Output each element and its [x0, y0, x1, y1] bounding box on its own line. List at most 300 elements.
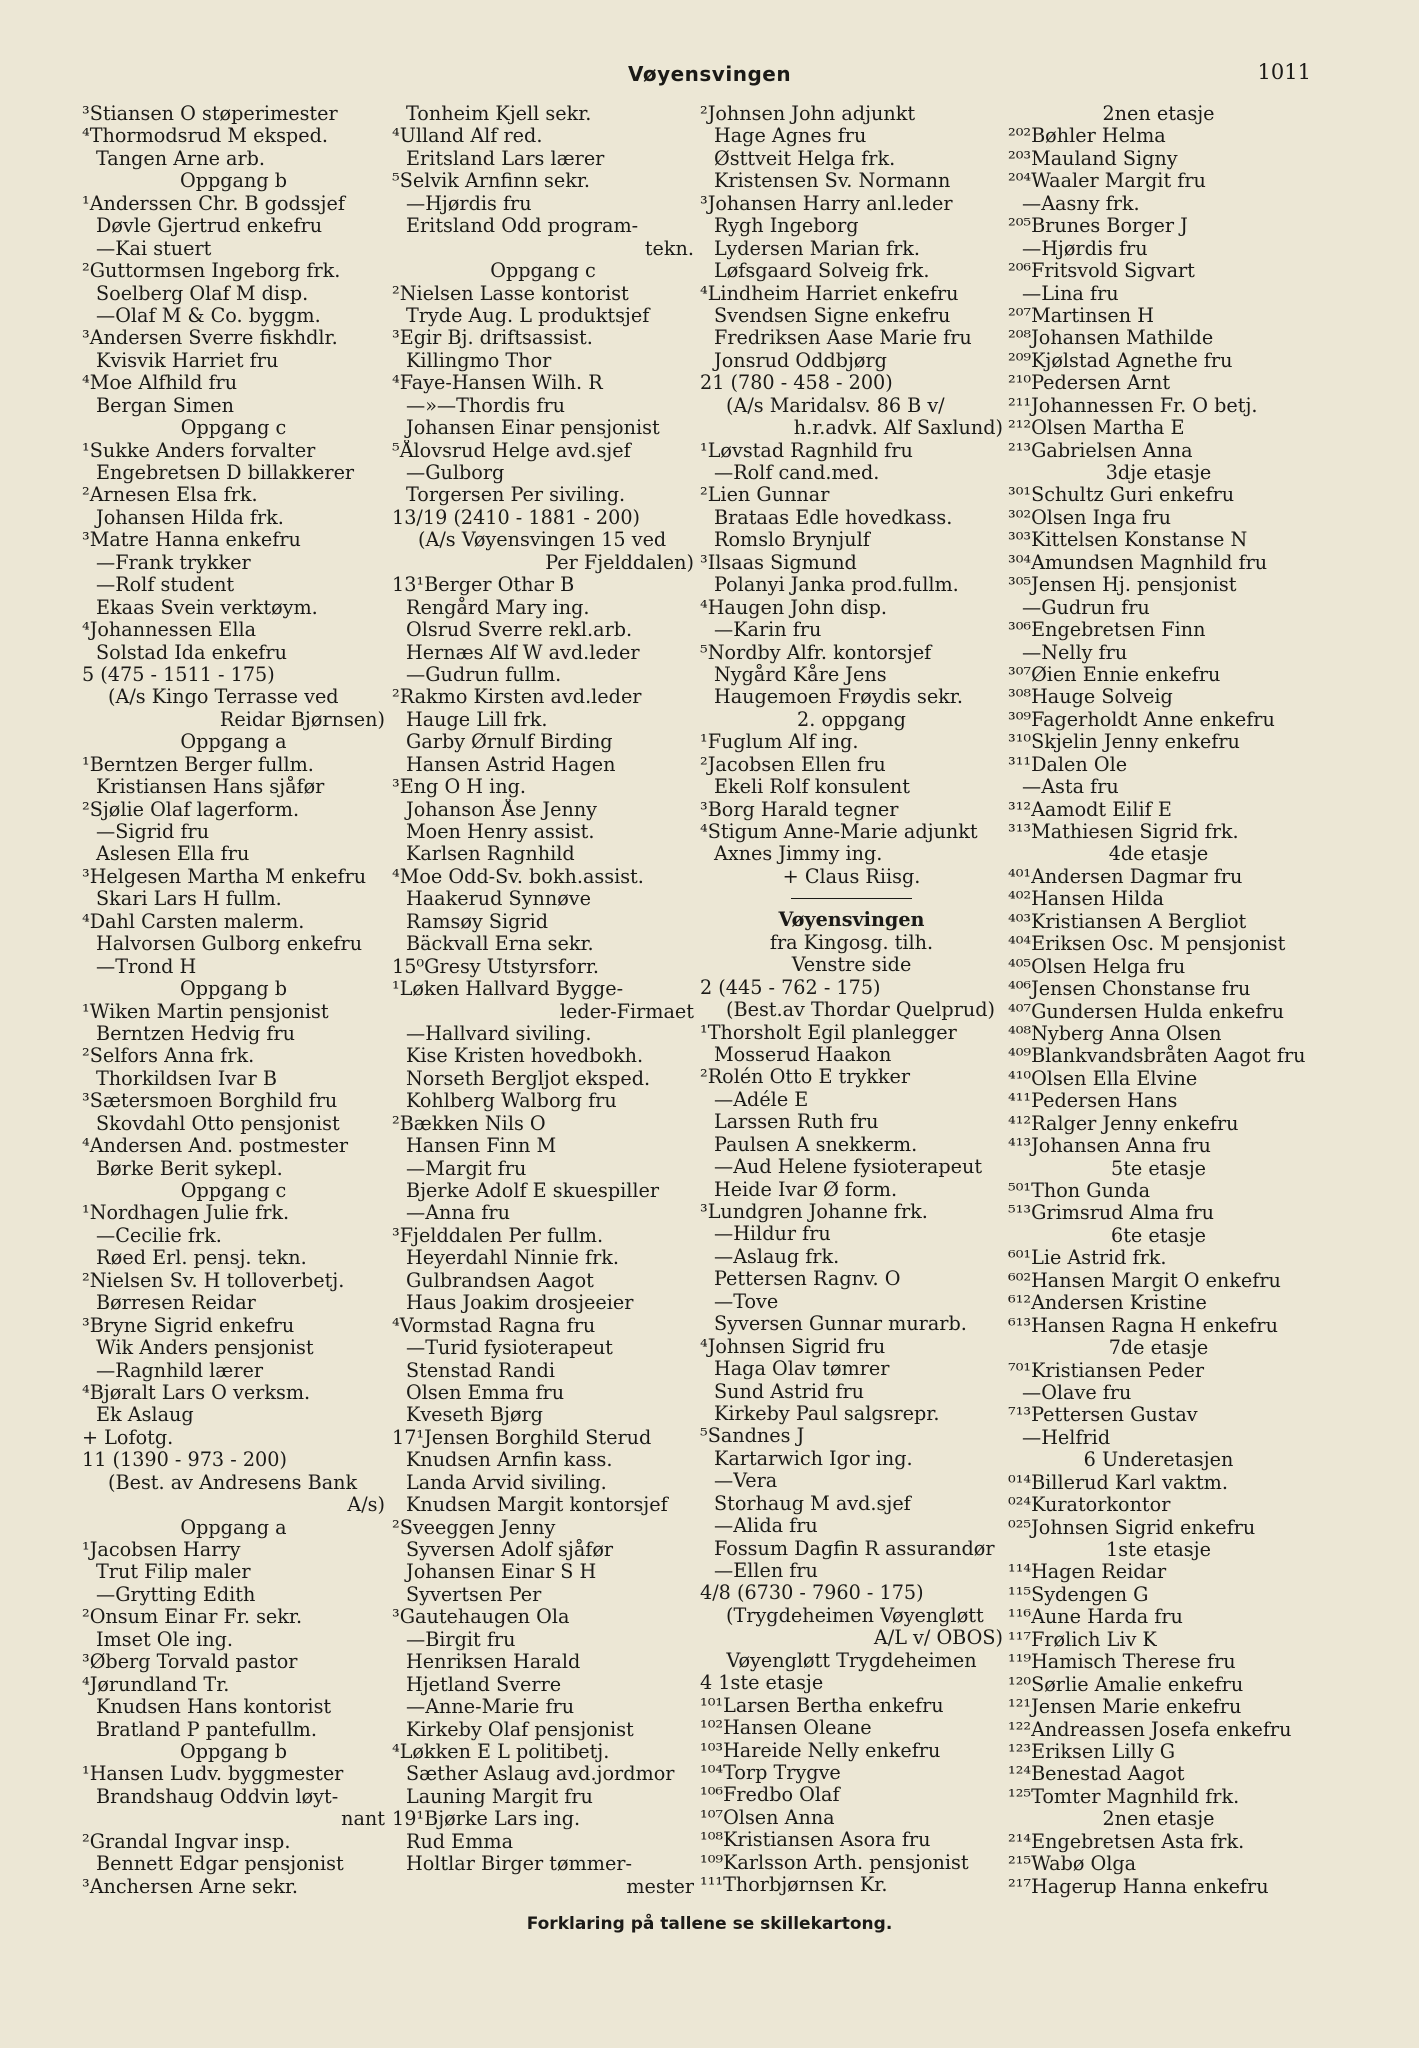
directory-entry: ¹Fuglum Alf ing.: [700, 731, 859, 754]
directory-entry: ⁷⁰¹Kristiansen Peder: [1008, 1359, 1205, 1382]
directory-entry: + Claus Riisg.: [782, 865, 921, 888]
directory-entry: Polanyi Janka prod.fullm.: [714, 574, 959, 597]
directory-entry: Henriksen Harald: [406, 1651, 581, 1674]
directory-entry: ¹¹⁶Aune Harda fru: [1008, 1606, 1183, 1629]
directory-entry: ³⁰¹Schultz Guri enkefru: [1008, 484, 1235, 507]
directory-entry: ¹⁰²Hansen Oleane: [700, 1717, 872, 1740]
directory-entry: ¹¹⁵Sydengen G: [1008, 1583, 1149, 1606]
directory-entry: 7de etasje: [1108, 1337, 1209, 1360]
directory-entry: ¹⁰⁶Fredbo Olaf: [700, 1784, 840, 1807]
directory-entry: ⁴⁰²Hansen Hilda: [1008, 888, 1164, 911]
directory-entry: Sund Astrid fru: [714, 1380, 864, 1403]
directory-entry: Fredriksen Aase Marie fru: [714, 327, 972, 350]
directory-entry: ⁴⁰⁷Gundersen Hulda enkefru: [1008, 1000, 1284, 1023]
directory-entry: Haugemoen Frøydis sekr.: [714, 686, 963, 709]
directory-entry: ³Helgesen Martha M enkefru: [82, 865, 367, 888]
directory-entry: ²⁰²Bøhler Helma: [1008, 125, 1166, 148]
directory-entry: ³¹²Aamodt Eilif E: [1008, 798, 1172, 821]
directory-entry: fra Kingosg. tilh.: [769, 931, 934, 954]
directory-entry: ²¹⁷Hagerup Hanna enkefru: [1008, 1875, 1269, 1898]
directory-entry: ⁴Ulland Alf red.: [392, 125, 543, 148]
directory-entry: Oppgang b: [179, 978, 288, 1001]
directory-entry: (Best. av Andresens Bank: [108, 1471, 358, 1494]
directory-entry: ³Andersen Sverre fiskhdlr.: [82, 327, 338, 350]
directory-entry: ⁵Selvik Arnfinn sekr.: [392, 170, 591, 193]
directory-entry: ¹²¹Jensen Marie enkefru: [1008, 1696, 1242, 1719]
directory-entry: —»—Thordis fru: [406, 394, 565, 417]
directory-entry: 5 (475 - 1511 - 175): [82, 663, 275, 686]
directory-entry: Solstad Ida enkefru: [96, 641, 287, 664]
directory-entry: Syvertsen Per: [406, 1583, 542, 1606]
directory-entry: ⁶¹³Hansen Ragna H enkefru: [1008, 1314, 1278, 1337]
directory-entry: Røed Erl. pensj. tekn.: [96, 1247, 307, 1270]
directory-entry: (Trygdeheimen Vøyengløtt: [726, 1604, 984, 1627]
directory-entry: 19¹Bjørke Lars ing.: [392, 1808, 581, 1831]
directory-entry: Hansen Finn M: [406, 1135, 557, 1158]
column-2: [392, 103, 694, 1898]
directory-entry: ⁴¹³Johansen Anna fru: [1008, 1135, 1211, 1158]
directory-entry: ⁴⁰⁸Nyberg Anna Olsen: [1008, 1022, 1222, 1045]
directory-entry: ³⁰²Olsen Inga fru: [1008, 506, 1171, 529]
directory-entry: Killingmo Thor: [406, 349, 552, 372]
directory-entry: (A/s Vøyensvingen 15 ved: [418, 529, 667, 552]
directory-entry: Oppgang c: [490, 260, 596, 283]
directory-entry: ³Lundgren Johanne frk.: [700, 1201, 928, 1223]
directory-entry: ⁴Dahl Carsten malerm.: [82, 910, 305, 933]
directory-entry: —Gudrun fullm.: [406, 663, 562, 686]
directory-entry: ⁴¹⁰Olsen Ella Elvine: [1008, 1067, 1198, 1090]
directory-entry: ¹¹⁷Frølich Liv K: [1008, 1628, 1157, 1651]
directory-entry: Gulbrandsen Aagot: [406, 1269, 594, 1292]
directory-entry: Olsrud Sverre rekl.arb.: [406, 619, 633, 642]
directory-entry: mester: [626, 1875, 694, 1898]
directory-entry: 5te etasje: [1110, 1157, 1207, 1180]
directory-entry: ²Nielsen Sv. H tolloverbetj.: [82, 1269, 345, 1292]
directory-entry: leder-Firmaet: [559, 1000, 694, 1023]
directory-entry: Kise Kristen hovedbokh.: [406, 1045, 644, 1068]
directory-entry: ⁴⁰⁹Blankvandsbråten Aagot fru: [1008, 1045, 1306, 1068]
directory-entry: —Cecilie frk.: [96, 1224, 222, 1247]
directory-entry: Imset Ole ing.: [96, 1628, 233, 1651]
directory-entry: Halvorsen Gulborg enkefru: [96, 933, 363, 956]
directory-entry: ¹¹⁹Hamisch Therese fru: [1008, 1651, 1236, 1674]
column-3: [700, 103, 1003, 1897]
directory-entry: ⁵Sandnes J: [700, 1425, 805, 1448]
directory-entry: Nygård Kåre Jens: [714, 663, 887, 686]
directory-entry: Bäckvall Erna sekr.: [406, 933, 594, 956]
directory-entry: ³Øberg Torvald pastor: [82, 1651, 298, 1674]
directory-entry: Oppgang b: [179, 170, 288, 193]
directory-entry: Launing Margit fru: [406, 1785, 593, 1808]
directory-entry: Rengård Mary ing.: [406, 596, 590, 619]
directory-entry: 15⁰Gresy Utstyrsforr.: [392, 955, 600, 978]
directory-entry: (A/s Maridalsv. 86 B v/: [726, 394, 945, 417]
directory-entry: 1ste etasje: [1106, 1539, 1211, 1561]
directory-entry: —Hallvard siviling.: [406, 1022, 592, 1045]
directory-entry: ⁶⁰¹Lie Astrid frk.: [1008, 1247, 1167, 1270]
directory-entry: Pettersen Ragnv. O: [714, 1268, 901, 1291]
directory-entry: ¹¹⁴Hagen Reidar: [1008, 1561, 1167, 1584]
directory-entry: Knudsen Arnfin kass.: [406, 1449, 613, 1472]
directory-entry: Bratland P pantefullm.: [96, 1718, 317, 1741]
directory-entry: ⁰¹⁴Billerud Karl vaktm.: [1008, 1471, 1228, 1494]
directory-entry: ²Bækken Nils O: [392, 1112, 546, 1135]
directory-entry: h.r.advk. Alf Saxlund): [793, 417, 1003, 440]
directory-entry: Østtveit Helga frk.: [714, 147, 896, 170]
directory-entry: Kartarwich Igor ing.: [714, 1447, 913, 1470]
directory-entry: ⁴⁰⁶Jensen Chonstanse fru: [1008, 978, 1251, 1001]
directory-entry: 13/19 (2410 - 1881 - 200): [392, 506, 641, 529]
directory-entry: 11 (1390 - 973 - 200): [82, 1449, 287, 1472]
directory-entry: ⁰²⁴Kuratorkontor: [1008, 1494, 1171, 1517]
directory-entry: Haga Olav tømrer: [714, 1358, 890, 1381]
directory-entry: Torgersen Per siviling.: [406, 484, 626, 507]
directory-entry: ⁴Løkken E L politibetj.: [392, 1740, 610, 1763]
directory-entry: Axnes Jimmy ing.: [714, 843, 883, 866]
directory-entry: + Lofotg.: [82, 1426, 174, 1449]
directory-entry: 6 Underetasjen: [1083, 1449, 1234, 1472]
directory-entry: Trut Filip maler: [96, 1561, 251, 1584]
directory-entry: ²Jacobsen Ellen fru: [700, 753, 886, 776]
directory-entry: ²⁰⁶Fritsvold Sigvart: [1008, 260, 1195, 283]
directory-entry: Landa Arvid siviling.: [406, 1471, 607, 1494]
directory-entry: Hjetland Sverre: [406, 1673, 562, 1696]
directory-entry: ¹Løvstad Ragnhild fru: [700, 439, 913, 462]
directory-entry: —Aslaug frk.: [714, 1245, 840, 1268]
directory-entry: Reidar Bjørnsen): [219, 708, 385, 731]
directory-entry: Stenstad Randi: [406, 1359, 556, 1382]
directory-entry: ⁴⁰³Kristiansen A Bergliot: [1008, 910, 1247, 933]
directory-entry: Løfsgaard Solveig frk.: [714, 260, 930, 283]
directory-entry: —Gulborg: [406, 462, 505, 484]
directory-entry: —Rolf cand.med.: [714, 462, 880, 484]
directory-entry: ⁴Moe Odd-Sv. bokh.assist.: [392, 865, 644, 888]
directory-entry: 2nen etasje: [1102, 1808, 1215, 1831]
directory-entry: —Margit fru: [406, 1157, 527, 1180]
directory-entry: —Anna fru: [406, 1202, 510, 1225]
directory-entry: Bennett Edgar pensjonist: [96, 1853, 344, 1876]
directory-entry: Johansen Einar pensjonist: [406, 417, 660, 440]
directory-entry: —Vera: [714, 1470, 778, 1493]
directory-entry: ²Selfors Anna frk.: [82, 1045, 255, 1068]
directory-entry: Skovdahl Otto pensjonist: [96, 1112, 340, 1135]
directory-entry: Ekeli Rolf konsulent: [714, 776, 910, 799]
directory-entry: —Alida fru: [714, 1515, 818, 1538]
directory-entry: ²Arnesen Elsa frk.: [82, 484, 258, 507]
directory-entry: ²Johnsen John adjunkt: [700, 103, 916, 125]
directory-entry: ¹⁰¹Larsen Bertha enkefru: [700, 1694, 944, 1717]
directory-entry: —Kai stuert: [96, 237, 212, 260]
directory-entry: Johansen Einar S H: [406, 1561, 597, 1584]
directory-entry: ²⁰⁹Kjølstad Agnethe fru: [1008, 349, 1233, 372]
directory-entry: —Hjørdis fru: [1022, 237, 1148, 260]
directory-entry: ³Stiansen O støperimester: [82, 103, 338, 125]
directory-entry: —Trond H: [96, 955, 197, 978]
directory-entry: Holtlar Birger tømmer-: [406, 1853, 632, 1876]
directory-entry: ⁵⁰¹Thon Gunda: [1008, 1180, 1151, 1202]
directory-entry: —Tove: [714, 1290, 779, 1313]
directory-entry: —Anne-Marie fru: [406, 1696, 575, 1719]
directory-entry: ³Bryne Sigrid enkefru: [82, 1314, 295, 1337]
directory-entry: ²Guttormsen Ingeborg frk.: [82, 260, 341, 283]
directory-entry: ⁷¹³Pettersen Gustav: [1008, 1404, 1198, 1427]
directory-entry: Børke Berit sykepl.: [96, 1157, 283, 1180]
directory-entry: ¹²²Andreassen Josefa enkefru: [1008, 1718, 1292, 1741]
directory-entry: Haus Joakim drosjeeier: [406, 1292, 634, 1315]
directory-entry: —Grytting Edith: [96, 1583, 256, 1606]
directory-entry: Knudsen Margit kontorsjef: [406, 1494, 668, 1517]
directory-entry: ⁴Moe Alfhild fru: [82, 372, 238, 395]
column-1: [82, 103, 385, 1898]
directory-entry: ⁴⁰⁴Eriksen Osc. M pensjonist: [1008, 933, 1286, 956]
directory-entry: ⁵Nordby Alfr. kontorsjef: [700, 641, 932, 664]
directory-entry: Romslo Brynjulf: [714, 529, 870, 552]
directory-entry: ¹²³Eriksen Lilly G: [1008, 1740, 1176, 1763]
directory-entry: ³⁰⁷Øien Ennie enkefru: [1008, 663, 1221, 686]
directory-entry: Olsen Emma fru: [406, 1381, 565, 1404]
directory-entry: ²Lien Gunnar: [700, 484, 830, 507]
directory-entry: Rygh Ingeborg: [714, 215, 859, 238]
directory-entry: Lydersen Marian frk.: [714, 237, 921, 260]
directory-entry: Kristensen Sv. Normann: [714, 170, 951, 193]
directory-entry: ⁴⁰⁵Olsen Helga fru: [1008, 955, 1186, 978]
directory-entry: ⁴Vormstad Ragna fru: [392, 1314, 596, 1337]
directory-entry: ²Sveeggen Jenny: [392, 1516, 556, 1539]
directory-entry: Ek Aslaug: [96, 1404, 194, 1427]
directory-entry: —Frank trykker: [96, 551, 251, 574]
directory-entry: Eritsland Odd program-: [406, 215, 639, 238]
directory-entry: ²¹⁰Pedersen Arnt: [1008, 372, 1171, 395]
directory-entry: Tryde Aug. L produktsjef: [406, 304, 650, 327]
directory-entry: ⁴Andersen And. postmester: [82, 1135, 349, 1158]
directory-entry: Haakerud Synnøve: [406, 888, 591, 911]
directory-entry: Ramsøy Sigrid: [406, 910, 549, 933]
directory-entry: Moen Henry assist.: [406, 821, 595, 843]
directory-entry: Oppgang a: [180, 731, 287, 754]
directory-entry: Hernæs Alf W avd.leder: [406, 641, 640, 664]
directory-entry: Kirkeby Olaf pensjonist: [406, 1718, 634, 1741]
directory-entry: Per Fjelddalen): [545, 551, 694, 574]
directory-entry: —Birgit fru: [406, 1628, 516, 1651]
directory-entry: ³Anchersen Arne sekr.: [82, 1875, 299, 1898]
directory-entry: ⁴¹¹Pedersen Hans: [1008, 1090, 1178, 1113]
directory-entry: Kristiansen Hans sjåfør: [96, 776, 325, 799]
directory-entry: ²⁰³Mauland Signy: [1008, 147, 1178, 170]
directory-entry: —Aasny frk.: [1022, 192, 1140, 215]
directory-entry: ⁴Haugen John disp.: [700, 596, 888, 619]
footer-note: Forklaring på tallene se skillekartong.: [526, 1914, 893, 1934]
directory-entry: Soelberg Olaf M disp.: [96, 282, 309, 305]
directory-entry: ⁶⁰²Hansen Margit O enkefru: [1008, 1269, 1281, 1292]
directory-entry: ¹⁰³Hareide Nelly enkefru: [700, 1739, 941, 1762]
directory-entry: —Olave fru: [1022, 1381, 1132, 1404]
directory-entry: 6te etasje: [1110, 1224, 1207, 1247]
directory-entry: ¹Nordhagen Julie frk.: [82, 1202, 290, 1225]
directory-entry: Ekaas Svein verktøym.: [96, 596, 318, 619]
directory-entry: A/L v/ OBOS): [873, 1627, 1003, 1650]
directory-entry: ⁴Jørundland Tr.: [82, 1673, 230, 1696]
directory-entry: (Best.av Thordar Quelprud): [726, 999, 996, 1022]
directory-entry: ³⁰⁸Hauge Solveig: [1008, 686, 1173, 709]
directory-entry: Brataas Edle hovedkass.: [714, 506, 953, 529]
directory-entry: 2 (445 - 762 - 175): [700, 976, 881, 999]
directory-entry: Rud Emma: [406, 1830, 514, 1853]
directory-entry: Norseth Bergljot eksped.: [406, 1067, 651, 1090]
directory-entry: ⁵Ålovsrud Helge avd.sjef: [392, 439, 631, 462]
directory-entry: ³Gautehaugen Ola: [392, 1606, 570, 1629]
directory-entry: Johanson Åse Jenny: [406, 798, 598, 821]
directory-entry: —Ellen fru: [714, 1560, 818, 1582]
directory-entry: 2nen etasje: [1102, 103, 1215, 125]
directory-entry: Berntzen Hedvig fru: [96, 1022, 295, 1045]
directory-entry: Svendsen Signe enkefru: [714, 304, 951, 327]
directory-entry: ³¹⁰Skjelin Jenny enkefru: [1008, 731, 1240, 754]
directory-entry: nant: [341, 1808, 385, 1831]
directory-entry: 3dje etasje: [1105, 462, 1212, 484]
directory-entry: ³Egir Bj. driftsassist.: [392, 327, 593, 350]
directory-entry: —Helfrid: [1022, 1426, 1111, 1449]
directory-entry: ²¹⁴Engebretsen Asta frk.: [1008, 1830, 1245, 1853]
directory-entry: Bjerke Adolf E skuespiller: [406, 1180, 660, 1202]
directory-entry: —Sigrid fru: [96, 821, 210, 843]
directory-entry: ¹Berntzen Berger fullm.: [82, 753, 314, 776]
directory-entry: Tonheim Kjell sekr.: [406, 103, 592, 125]
directory-entry: Børresen Reidar: [96, 1292, 256, 1315]
directory-entry: A/s): [347, 1494, 385, 1517]
directory-entry: ¹⁰⁹Karlsson Arth. pensjonist: [700, 1851, 969, 1874]
directory-entry: ⁴Bjøralt Lars O verksm.: [82, 1381, 311, 1404]
directory-entry: Bergan Simen: [96, 394, 234, 417]
directory-entry: ⁴Faye-Hansen Wilh. R: [392, 372, 603, 395]
directory-entry: ⁴⁰¹Andersen Dagmar fru: [1008, 865, 1243, 888]
directory-entry: ⁴Johnsen Sigrid fru: [700, 1335, 886, 1358]
directory-entry: Hansen Astrid Hagen: [406, 753, 616, 776]
directory-entry: 4/8 (6730 - 7960 - 175): [700, 1582, 924, 1605]
directory-entry: ⁴¹²Ralger Jenny enkefru: [1008, 1112, 1239, 1135]
directory-entry: ²Rakmo Kirsten avd.leder: [392, 686, 642, 709]
column-4: [1008, 103, 1309, 1898]
directory-entry: ²⁰⁸Johansen Mathilde: [1008, 327, 1214, 350]
directory-entry: Tangen Arne arb.: [96, 147, 266, 170]
directory-entry: Skari Lars H fullm.: [96, 888, 282, 911]
directory-entry: ¹Sukke Anders forvalter: [82, 439, 316, 462]
directory-entry: ⁰²⁵Johnsen Sigrid enkefru: [1008, 1516, 1256, 1539]
directory-entry: ³⁰⁴Amundsen Magnhild fru: [1008, 551, 1268, 574]
directory-entry: Karlsen Ragnhild: [406, 843, 575, 866]
directory-entry: ²¹³Gabrielsen Anna: [1008, 439, 1193, 462]
directory-entry: —Aud Helene fysioterapeut: [714, 1156, 983, 1179]
directory-entry: Hauge Lill frk.: [406, 708, 548, 731]
directory-entry: ³¹³Mathiesen Sigrid frk.: [1008, 821, 1239, 843]
directory-entry: Wik Anders pensjonist: [96, 1337, 314, 1360]
directory-entry: —Rolf student: [96, 574, 235, 597]
directory-entry: Fossum Dagfin R assurandør: [714, 1537, 995, 1560]
directory-entry: ¹⁰⁴Torp Trygve: [700, 1761, 841, 1784]
directory-entry: —Ragnhild lærer: [96, 1359, 264, 1382]
directory-entry: ⁴Lindheim Harriet enkefru: [700, 282, 959, 305]
directory-entry: ³⁰⁵Jensen Hj. pensjonist: [1008, 574, 1237, 597]
directory-entry: —Turid fysioterapeut: [406, 1337, 613, 1360]
directory-entry: ²⁰⁴Waaler Margit fru: [1008, 170, 1206, 193]
directory-entry: 4 1ste etasje: [700, 1672, 824, 1695]
directory-entry: Eritsland Lars lærer: [406, 147, 605, 170]
section-divider: [791, 898, 912, 899]
directory-entry: ³Matre Hanna enkefru: [82, 529, 301, 552]
directory-entry: —Olaf M & Co. byggm.: [96, 304, 321, 327]
directory-entry: Larssen Ruth fru: [714, 1111, 879, 1134]
directory-entry: (A/s Kingo Terrasse ved: [108, 686, 339, 709]
directory-entry: Brandshaug Oddvin løyt-: [96, 1785, 339, 1808]
directory-entry: tekn.: [644, 237, 694, 260]
directory-entry: ²¹²Olsen Martha E: [1008, 417, 1185, 440]
directory-entry: ¹²⁰Sørlie Amalie enkefru: [1008, 1673, 1244, 1696]
directory-entry: ¹Thorsholt Egil planlegger: [700, 1021, 957, 1044]
directory-entry: ¹⁰⁷Olsen Anna: [700, 1806, 835, 1829]
page-title: Vøyensvingen: [627, 62, 792, 86]
directory-entry: —Hjørdis fru: [406, 192, 532, 215]
directory-entry: Sæther Aslaug avd.jordmor: [406, 1763, 675, 1786]
directory-entry: Mosserud Haakon: [714, 1043, 892, 1066]
directory-entry: ²Sjølie Olaf lagerform.: [82, 798, 300, 821]
directory-entry: ⁴Stigum Anne-Marie adjunkt: [700, 821, 978, 843]
directory-entry: —Adéle E: [714, 1088, 809, 1111]
directory-entry: Heide Ivar Ø form.: [714, 1178, 898, 1201]
directory-entry: ¹Hansen Ludv. byggmester: [82, 1763, 344, 1786]
directory-entry: ²Grandal Ingvar insp.: [82, 1830, 291, 1853]
directory-entry: ²Onsum Einar Fr. sekr.: [82, 1606, 303, 1629]
directory-entry: Aslesen Ella fru: [96, 843, 250, 866]
page-number: 1011: [1257, 60, 1311, 84]
directory-entry: ³¹¹Dalen Ole: [1008, 753, 1128, 776]
directory-entry: —Lina fru: [1022, 282, 1119, 305]
directory-entry: ²¹⁵Wabø Olga: [1008, 1853, 1137, 1876]
directory-entry: Døvle Gjertrud enkefru: [96, 215, 323, 238]
directory-entry: Hage Agnes fru: [714, 125, 867, 148]
directory-entry: Storhaug M avd.sjef: [714, 1492, 911, 1515]
directory-entry: ²Rolén Otto E trykker: [700, 1066, 911, 1089]
directory-entry: Kirkeby Paul salgsrepr.: [714, 1402, 940, 1425]
directory-entry: ⁴Johannessen Ella: [82, 619, 257, 642]
directory-entry: ¹Wiken Martin pensjonist: [82, 1000, 329, 1023]
directory-entry: Thorkildsen Ivar B: [96, 1067, 277, 1090]
directory-entry: ²⁰⁵Brunes Borger J: [1008, 215, 1188, 238]
directory-entry: Vøyengløtt Trygdeheimen: [726, 1649, 977, 1672]
directory-entry: Oppgang a: [180, 1516, 287, 1539]
directory-entry: ⁶¹²Andersen Kristine: [1008, 1292, 1207, 1315]
directory-entry: Oppgang c: [180, 1180, 287, 1202]
directory-entry: ²⁰⁷Martinsen H: [1008, 304, 1154, 327]
directory-entry: Engebretsen D billakkerer: [96, 462, 355, 484]
directory-entry: 17¹Jensen Borghild Sterud: [392, 1426, 652, 1449]
directory-entry: Kveseth Bjørg: [406, 1404, 543, 1427]
directory-entry: Kvisvik Harriet fru: [96, 349, 279, 372]
directory-entry: ³Borg Harald tegner: [700, 798, 899, 821]
directory-entry: Heyerdahl Ninnie frk.: [406, 1247, 620, 1270]
directory-entry: —Asta fru: [1022, 776, 1119, 799]
directory-entry: Johansen Hilda frk.: [96, 506, 284, 529]
directory-entry: ³⁰⁶Engebretsen Finn: [1008, 619, 1206, 642]
directory-entry: ³Fjelddalen Per fullm.: [392, 1224, 604, 1247]
directory-entry: ³⁰³Kittelsen Konstanse N: [1008, 529, 1248, 552]
directory-entry: Knudsen Hans kontorist: [96, 1696, 332, 1719]
directory-entry: Kohlberg Walborg fru: [406, 1090, 617, 1113]
directory-entry: Syversen Gunnar murarb.: [714, 1313, 967, 1336]
directory-entry: Garby Ørnulf Birding: [406, 731, 613, 754]
directory-entry: ²Nielsen Lasse kontorist: [392, 282, 629, 305]
directory-entry: 13¹Berger Othar B: [392, 574, 575, 597]
directory-entry: Oppgang c: [180, 417, 287, 440]
directory-entry: ¹²⁴Benestad Aagot: [1008, 1763, 1185, 1786]
